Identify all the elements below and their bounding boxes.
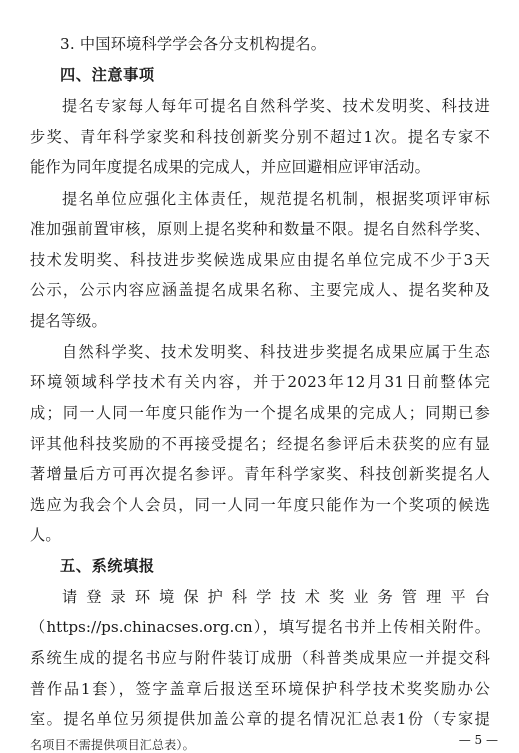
paragraph-line: 提名专家每人每年可提名自然科学奖、技术发明奖、科技进 (62, 97, 490, 115)
list-item-3: 3. 中国环境科学学会各分支机构提名。 (60, 35, 327, 53)
paragraph-line: 提名等级。 (30, 312, 107, 330)
paragraph-line: 自然科学奖、技术发明奖、科技进步奖提名成果应属于生态 (62, 343, 490, 361)
paragraph-line: 请 登 录 环 境 保 护 科 学 技 术 奖 业 务 管 理 平 台 (62, 588, 490, 606)
paragraph-line: 人。 (30, 526, 61, 544)
paragraph-line: 技术发明奖、科技进步奖候选成果应由提名单位完成不少于3天 (30, 251, 490, 269)
paragraph-line: 准加强前置审核，原则上提名奖种和数量不限。提名自然科学奖、 (30, 220, 490, 238)
paragraph-line: 普作品1套），签字盖章后报送至环境保护科学技术奖奖励办公 (30, 680, 490, 698)
paragraph-line: 评其他科技奖励的不再接受提名；经提名参评后未获奖的应有显 (30, 435, 490, 453)
paragraph-line-url: （https://ps.chinacses.org.cn），填写提名书并上传相关附件。 (30, 618, 490, 636)
section-heading-system: 五、系统填报 (60, 557, 155, 575)
paragraph-line: 能作为同年度提名成果的完成人，并应回避相应评审活动。 (30, 158, 431, 176)
paragraph-line: 公示，公示内容应涵盖提名成果名称、主要完成人、提名奖种及 (30, 281, 490, 299)
paragraph-line: 成；同一人同一年度只能作为一个提名成果的完成人；同期已参 (30, 404, 490, 422)
paragraph-line: 名项目不需提供项目汇总表）。 (30, 738, 195, 752)
paragraph-line: 环境领域科学技术有关内容，并于2023年12月31日前整体完 (30, 373, 490, 391)
paragraph-line: 系统生成的提名书应与附件装订成册（科普类成果应一并提交科 (30, 649, 490, 667)
paragraph-line: 著增量后方可再次提名参评。青年科学家奖、科技创新奖提名人 (30, 465, 490, 483)
paragraph-line: 室。提名单位另须提供加盖公章的提名情况汇总表1份（专家提 (30, 710, 490, 728)
page-number: — 5 — (458, 733, 498, 747)
paragraph-line: 提名单位应强化主体责任，规范提名机制，根据奖项评审标 (62, 190, 490, 208)
section-heading-notes: 四、注意事项 (60, 66, 155, 84)
paragraph-line: 选应为我会个人会员，同一人同一年度只能作为一个奖项的候选 (30, 496, 490, 514)
paragraph-line: 步奖、青年科学家奖和科技创新奖分别不超过1次。提名专家不 (30, 128, 490, 146)
